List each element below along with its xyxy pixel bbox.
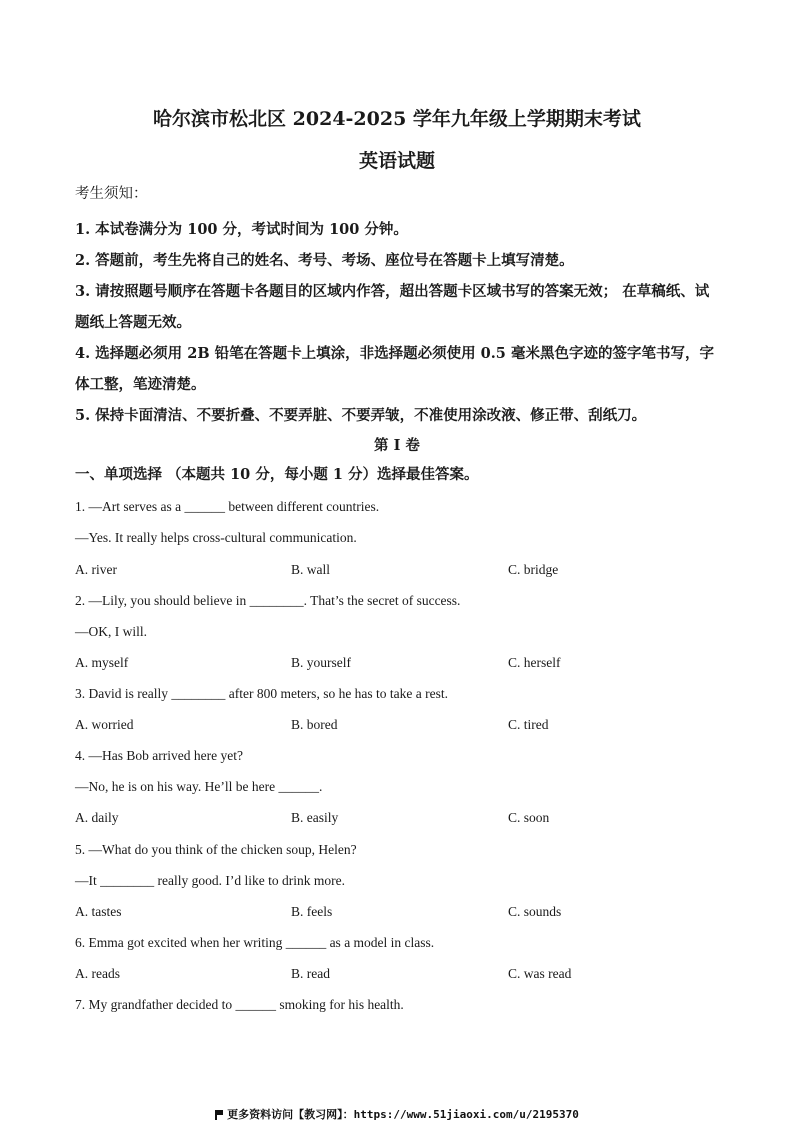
option-a: A. worried — [75, 717, 134, 732]
option-a: A. reads — [75, 966, 120, 981]
question-stem: 3. David is really ________ after 800 meters, so he has to take a rest. — [75, 686, 449, 701]
option-b: B. wall — [291, 562, 330, 577]
question-line: —No, he is on his way. He’ll be here ______. — [75, 779, 323, 794]
question-line: —It ________ really good. I’d like to drink more. — [75, 873, 345, 888]
exam-subtitle: 英语试题 — [358, 150, 435, 172]
option-c: C. soon — [508, 810, 550, 825]
option-b: B. read — [291, 966, 330, 981]
question-stem: 2. —Lily, you should believe in ________. That’s the secret of success. — [75, 593, 461, 608]
question-stem: 5. —What do you think of the chicken soup, Helen? — [75, 842, 357, 857]
question-stem: 6. Emma got excited when her writing ______ as a model in class. — [75, 935, 435, 950]
footer-link[interactable] — [0, 1106, 794, 1122]
option-b: B. bored — [291, 717, 338, 732]
question-stem: 7. My grandfather decided to ______ smoking for his health. — [75, 997, 404, 1012]
question-stem: 4. —Has Bob arrived here yet? — [75, 748, 243, 763]
option-a: A. tastes — [75, 904, 122, 919]
section-title: 第 I 卷 — [374, 437, 420, 454]
option-c: C. was read — [508, 966, 572, 981]
notice-item: 2. 答题前，考生先将自己的姓名、考号、考场、座位号在答题卡上填写清楚。 — [75, 252, 574, 269]
option-c: C. tired — [508, 717, 549, 732]
option-a: A. daily — [75, 810, 119, 825]
part-title: 一、单项选择 （本题共 10 分，每小题 1 分）选择最佳答案。 — [75, 466, 479, 483]
question-line: —Yes. It really helps cross-cultural communication. — [75, 530, 357, 545]
notice-item: 4. 选择题必须用 2B 铅笔在答题卡上填涂，非选择题必须使用 0.5 毫米黑色字迹的签字笔书写，字体工整，笔迹清楚。 — [75, 345, 714, 393]
option-c: C. sounds — [508, 904, 562, 919]
option-b: B. feels — [291, 904, 333, 919]
question-stem: 1. —Art serves as a ______ between different countries. — [75, 499, 380, 514]
option-c: C. herself — [508, 655, 561, 670]
notice-item: 3. 请按照题号顺序在答题卡各题目的区域内作答，超出答题卡区域书写的答案无效； 在草稿纸、试题纸上答题无效。 — [75, 283, 710, 331]
option-b: B. easily — [291, 810, 339, 825]
option-a: A. river — [75, 562, 117, 577]
option-a: A. myself — [75, 655, 129, 670]
option-b: B. yourself — [291, 655, 351, 670]
question-line: —OK, I will. — [75, 624, 147, 639]
notice-item: 1. 本试卷满分为 100 分，考试时间为 100 分钟。 — [75, 221, 408, 238]
exam-title: 哈尔滨市松北区 2024-2025 学年九年级上学期期末考试 — [153, 108, 641, 130]
notice-item: 5. 保持卡面清洁、不要折叠、不要弄脏、不要弄皱，不准使用涂改液、修正带、刮纸刀。 — [75, 407, 647, 424]
footer-text: 更多资料访问【教习网】：https://www.51jiaoxi.com/u/2195370 — [227, 1108, 579, 1121]
option-c: C. bridge — [508, 562, 559, 577]
flag-icon — [215, 1110, 223, 1119]
notice-heading: 考生须知： — [75, 186, 148, 202]
